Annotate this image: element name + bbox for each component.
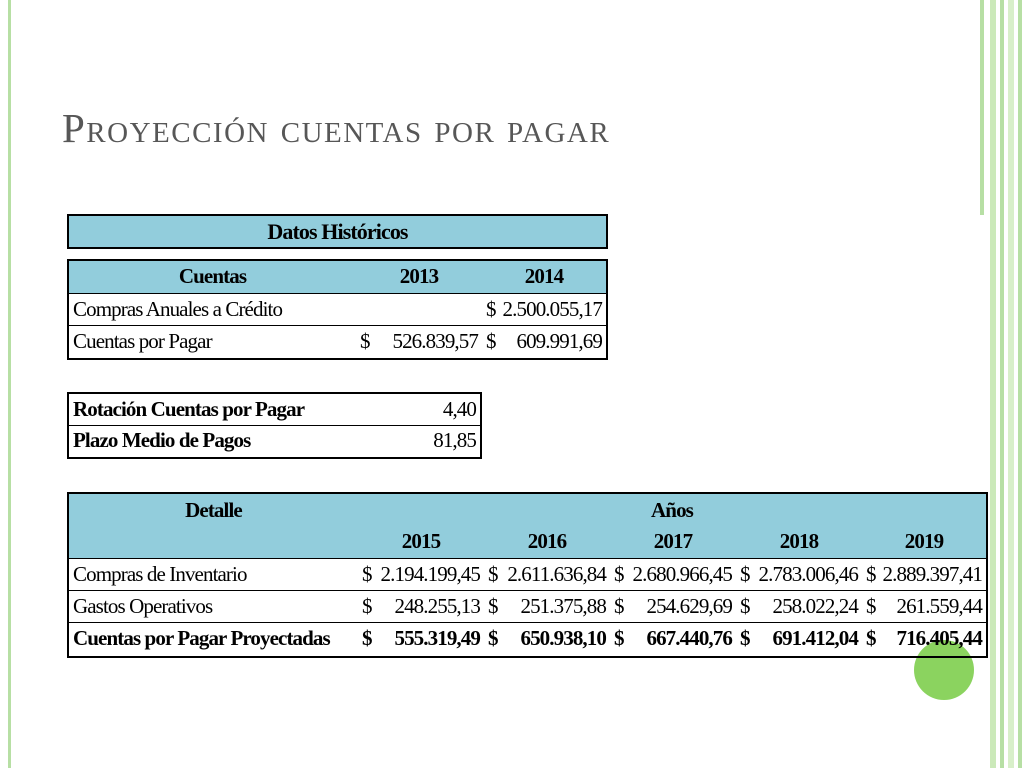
- indicadores-table: [67, 392, 482, 459]
- cell-value: $ 555.319,49: [358, 622, 484, 654]
- row-label: Plazo Medio de Pagos: [69, 425, 359, 456]
- table-row: [69, 425, 480, 456]
- column-header: [69, 526, 358, 558]
- cell-value: $ 667.440,76: [610, 622, 736, 654]
- cell-value: $ 2.889.397,41: [862, 558, 986, 590]
- table-header-row: [69, 526, 986, 558]
- left-border-decoration: [8, 0, 11, 768]
- slide-title: Proyección cuentas por pagar: [62, 105, 611, 151]
- cell-value: 81,85: [359, 425, 480, 456]
- historicos-header: Datos Históricos: [69, 216, 606, 247]
- cell-value: $ 609.991,69: [482, 325, 606, 357]
- years-header: Años: [358, 494, 986, 526]
- cell-value: $ 2.783.006,46: [736, 558, 862, 590]
- row-label: Compras Anuales a Crédito: [69, 293, 356, 325]
- row-label: Compras de Inventario: [69, 558, 358, 590]
- cell-value: $ 2.680.966,45: [610, 558, 736, 590]
- year-header: 2015: [358, 526, 484, 558]
- cell-value: 4,40: [442, 396, 476, 421]
- column-header: 2014: [482, 261, 606, 293]
- year-header: 2018: [736, 526, 862, 558]
- year-header: 2019: [862, 526, 986, 558]
- cell-value: $ 254.629,69: [610, 590, 736, 622]
- row-label: Cuentas por Pagar: [69, 325, 356, 357]
- row-label: Rotación Cuentas por Pagar: [73, 396, 305, 421]
- cell-value: $ 2.611.636,84: [484, 558, 610, 590]
- row-label: Gastos Operativos: [69, 590, 358, 622]
- row-label: Cuentas por Pagar Proyectadas: [69, 622, 358, 654]
- cell-value: $ 258.022,24: [736, 590, 862, 622]
- cell-value: $ 650.938,10: [484, 622, 610, 654]
- table-row: [69, 293, 606, 325]
- cell-value: [356, 293, 482, 325]
- cell-value: $ 2.500.055,17: [482, 293, 606, 325]
- table-row: [69, 325, 606, 357]
- cell-value: $ 2.194.199,45: [358, 558, 484, 590]
- cell-value: $ 691.412,04: [736, 622, 862, 654]
- column-header: 2013: [356, 261, 482, 293]
- right-border-decoration: [990, 0, 996, 768]
- historicos-header-table: [67, 214, 608, 249]
- cell-value: $ 248.255,13: [358, 590, 484, 622]
- cell-value: $ 261.559,44: [862, 590, 986, 622]
- cuentas-table: [67, 259, 608, 360]
- right-border-decoration: [1000, 0, 1004, 768]
- column-header: Detalle: [69, 494, 358, 526]
- table-row-total: [69, 622, 986, 654]
- year-header: 2017: [610, 526, 736, 558]
- column-header: Cuentas: [69, 261, 356, 293]
- cell-value: $ 251.375,88: [484, 590, 610, 622]
- table-header-row: [69, 261, 606, 293]
- detalle-table: [67, 492, 988, 658]
- cell-value: $ 526.839,57: [356, 325, 482, 357]
- year-header: 2016: [484, 526, 610, 558]
- right-border-decoration: [980, 0, 984, 215]
- table-row: [69, 394, 480, 425]
- table-row: [69, 558, 986, 590]
- table-row: [69, 590, 986, 622]
- right-border-decoration: [1018, 0, 1022, 768]
- cell-value: $ 716.405,44: [862, 622, 986, 654]
- table-header-row: [69, 494, 986, 526]
- right-border-decoration: [1008, 0, 1014, 768]
